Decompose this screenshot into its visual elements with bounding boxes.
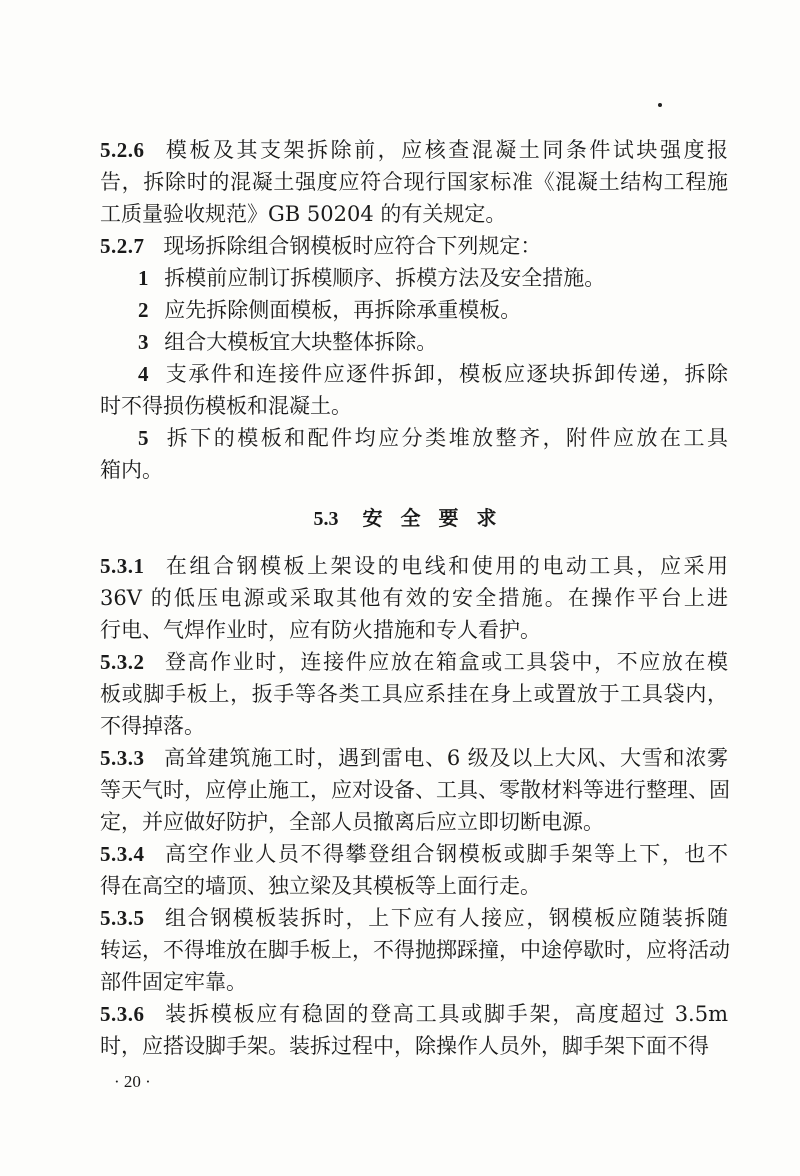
document-body [100, 134, 728, 1062]
list-item [100, 358, 728, 422]
line-text: 不得掉落。 [100, 714, 205, 738]
clause-number: 5.3.2 [100, 650, 145, 674]
clause [100, 550, 728, 646]
text-line [100, 614, 728, 646]
text-line [100, 902, 728, 934]
line-text: 支承件和连接件应逐件拆卸，模板应逐块拆卸传递，拆除 [164, 362, 728, 386]
line-text: 组合钢模板装拆时，上下应有人接应，钢模板应随装拆随 [163, 906, 728, 930]
clause-number: 5.2.6 [100, 138, 145, 162]
line-text: 现场拆除组合钢模板时应符合下列规定： [163, 234, 542, 258]
text-line [100, 934, 728, 966]
text-line [100, 838, 728, 870]
clause [100, 134, 728, 230]
clause [100, 998, 728, 1062]
text-line [100, 326, 728, 358]
text-line [100, 774, 728, 806]
line-text: 时，应搭设脚手架。装拆过程中，除操作人员外，脚手架下面不得 [100, 1034, 709, 1058]
text-line [100, 198, 728, 230]
section-number: 5.3 [313, 508, 339, 530]
text-line [100, 646, 728, 678]
text-line [100, 294, 728, 326]
line-text: 拆下的模板和配件均应分类堆放整齐，附件应放在工具 [164, 426, 728, 450]
text-line [100, 678, 728, 710]
line-text: 高耸建筑施工时，遇到雷电、6 级及以上大风、大雪和浓雾 [163, 746, 728, 770]
list-item [100, 294, 728, 326]
line-text: 得在高空的墙顶、独立梁及其模板等上面行走。 [100, 874, 541, 898]
line-text: 登高作业时，连接件应放在箱盒或工具袋中，不应放在模 [163, 650, 728, 674]
clause [100, 838, 728, 902]
text-line [100, 710, 728, 742]
page-number: · 20 · [114, 1072, 151, 1091]
text-line [100, 262, 728, 294]
text-line [100, 358, 728, 390]
text-line [100, 998, 728, 1030]
line-text: 箱内。 [100, 458, 163, 482]
item-number: 2 [138, 298, 149, 322]
line-text: 高空作业人员不得攀登组合钢模板或脚手架等上下，也不 [163, 842, 728, 866]
list-item [100, 422, 728, 486]
list-item [100, 262, 728, 294]
clause [100, 646, 728, 742]
line-text: 时不得损伤模板和混凝土。 [100, 394, 352, 418]
line-text: 等天气时，应停止施工，应对设备、工具、零散材料等进行整理、固 [100, 778, 730, 802]
line-text: 模板及其支架拆除前，应核查混凝土同条件试块强度报 [163, 138, 728, 162]
text-line [100, 582, 728, 614]
item-number: 3 [138, 330, 149, 354]
clause [100, 230, 728, 262]
clause-number: 5.3.1 [100, 554, 145, 578]
line-text: 36V 的低压电源或采取其他有效的安全措施。在操作平台上进 [100, 586, 728, 610]
clause [100, 742, 728, 838]
text-line [100, 550, 728, 582]
line-text: 应先拆除侧面模板，再拆除承重模板。 [164, 298, 522, 322]
text-line [100, 422, 728, 454]
line-text: 拆模前应制订拆模顺序、拆模方法及安全措施。 [164, 266, 606, 290]
clause-number: 5.3.5 [100, 906, 145, 930]
text-line [100, 134, 728, 166]
line-text: 行电、气焊作业时，应有防火措施和专人看护。 [100, 618, 541, 642]
item-number: 1 [138, 266, 149, 290]
clause-number: 5.3.3 [100, 746, 145, 770]
line-text: 部件固定牢靠。 [100, 970, 247, 994]
clause-number: 5.3.6 [100, 1002, 145, 1026]
line-text: 在组合钢模板上架设的电线和使用的电动工具，应采用 [163, 554, 728, 578]
text-line [100, 870, 728, 902]
line-text: 装拆模板应有稳固的登高工具或脚手架，高度超过 3.5m [163, 1002, 728, 1026]
clause [100, 902, 728, 998]
text-line [100, 806, 728, 838]
clause-number: 5.2.7 [100, 234, 145, 258]
line-text: 告，拆除时的混凝土强度应符合现行国家标准《混凝土结构工程施 [100, 170, 728, 194]
text-line [100, 230, 728, 262]
list-item [100, 326, 728, 358]
text-line [100, 1030, 728, 1062]
clause-number: 5.3.4 [100, 842, 145, 866]
line-text: 工质量验收规范》GB 50204 的有关规定。 [100, 202, 507, 226]
line-text: 定，并应做好防护，全部人员撤离后应立即切断电源。 [100, 810, 604, 834]
item-number: 5 [138, 426, 149, 450]
section-title: 安全要求 [362, 506, 515, 530]
scan-speck [658, 103, 662, 107]
text-line [100, 390, 728, 422]
line-text: 转运，不得堆放在脚手板上，不得抛掷踩撞，中途停歇时，应将活动 [100, 938, 730, 962]
text-line [100, 966, 728, 998]
section-heading [100, 486, 728, 550]
line-text: 组合大模板宜大块整体拆除。 [164, 330, 438, 354]
text-line [100, 742, 728, 774]
text-line [100, 454, 728, 486]
text-line [100, 166, 728, 198]
item-number: 4 [138, 362, 149, 386]
line-text: 板或脚手板上，扳手等各类工具应系挂在身上或置放于工具袋内， [100, 682, 728, 706]
